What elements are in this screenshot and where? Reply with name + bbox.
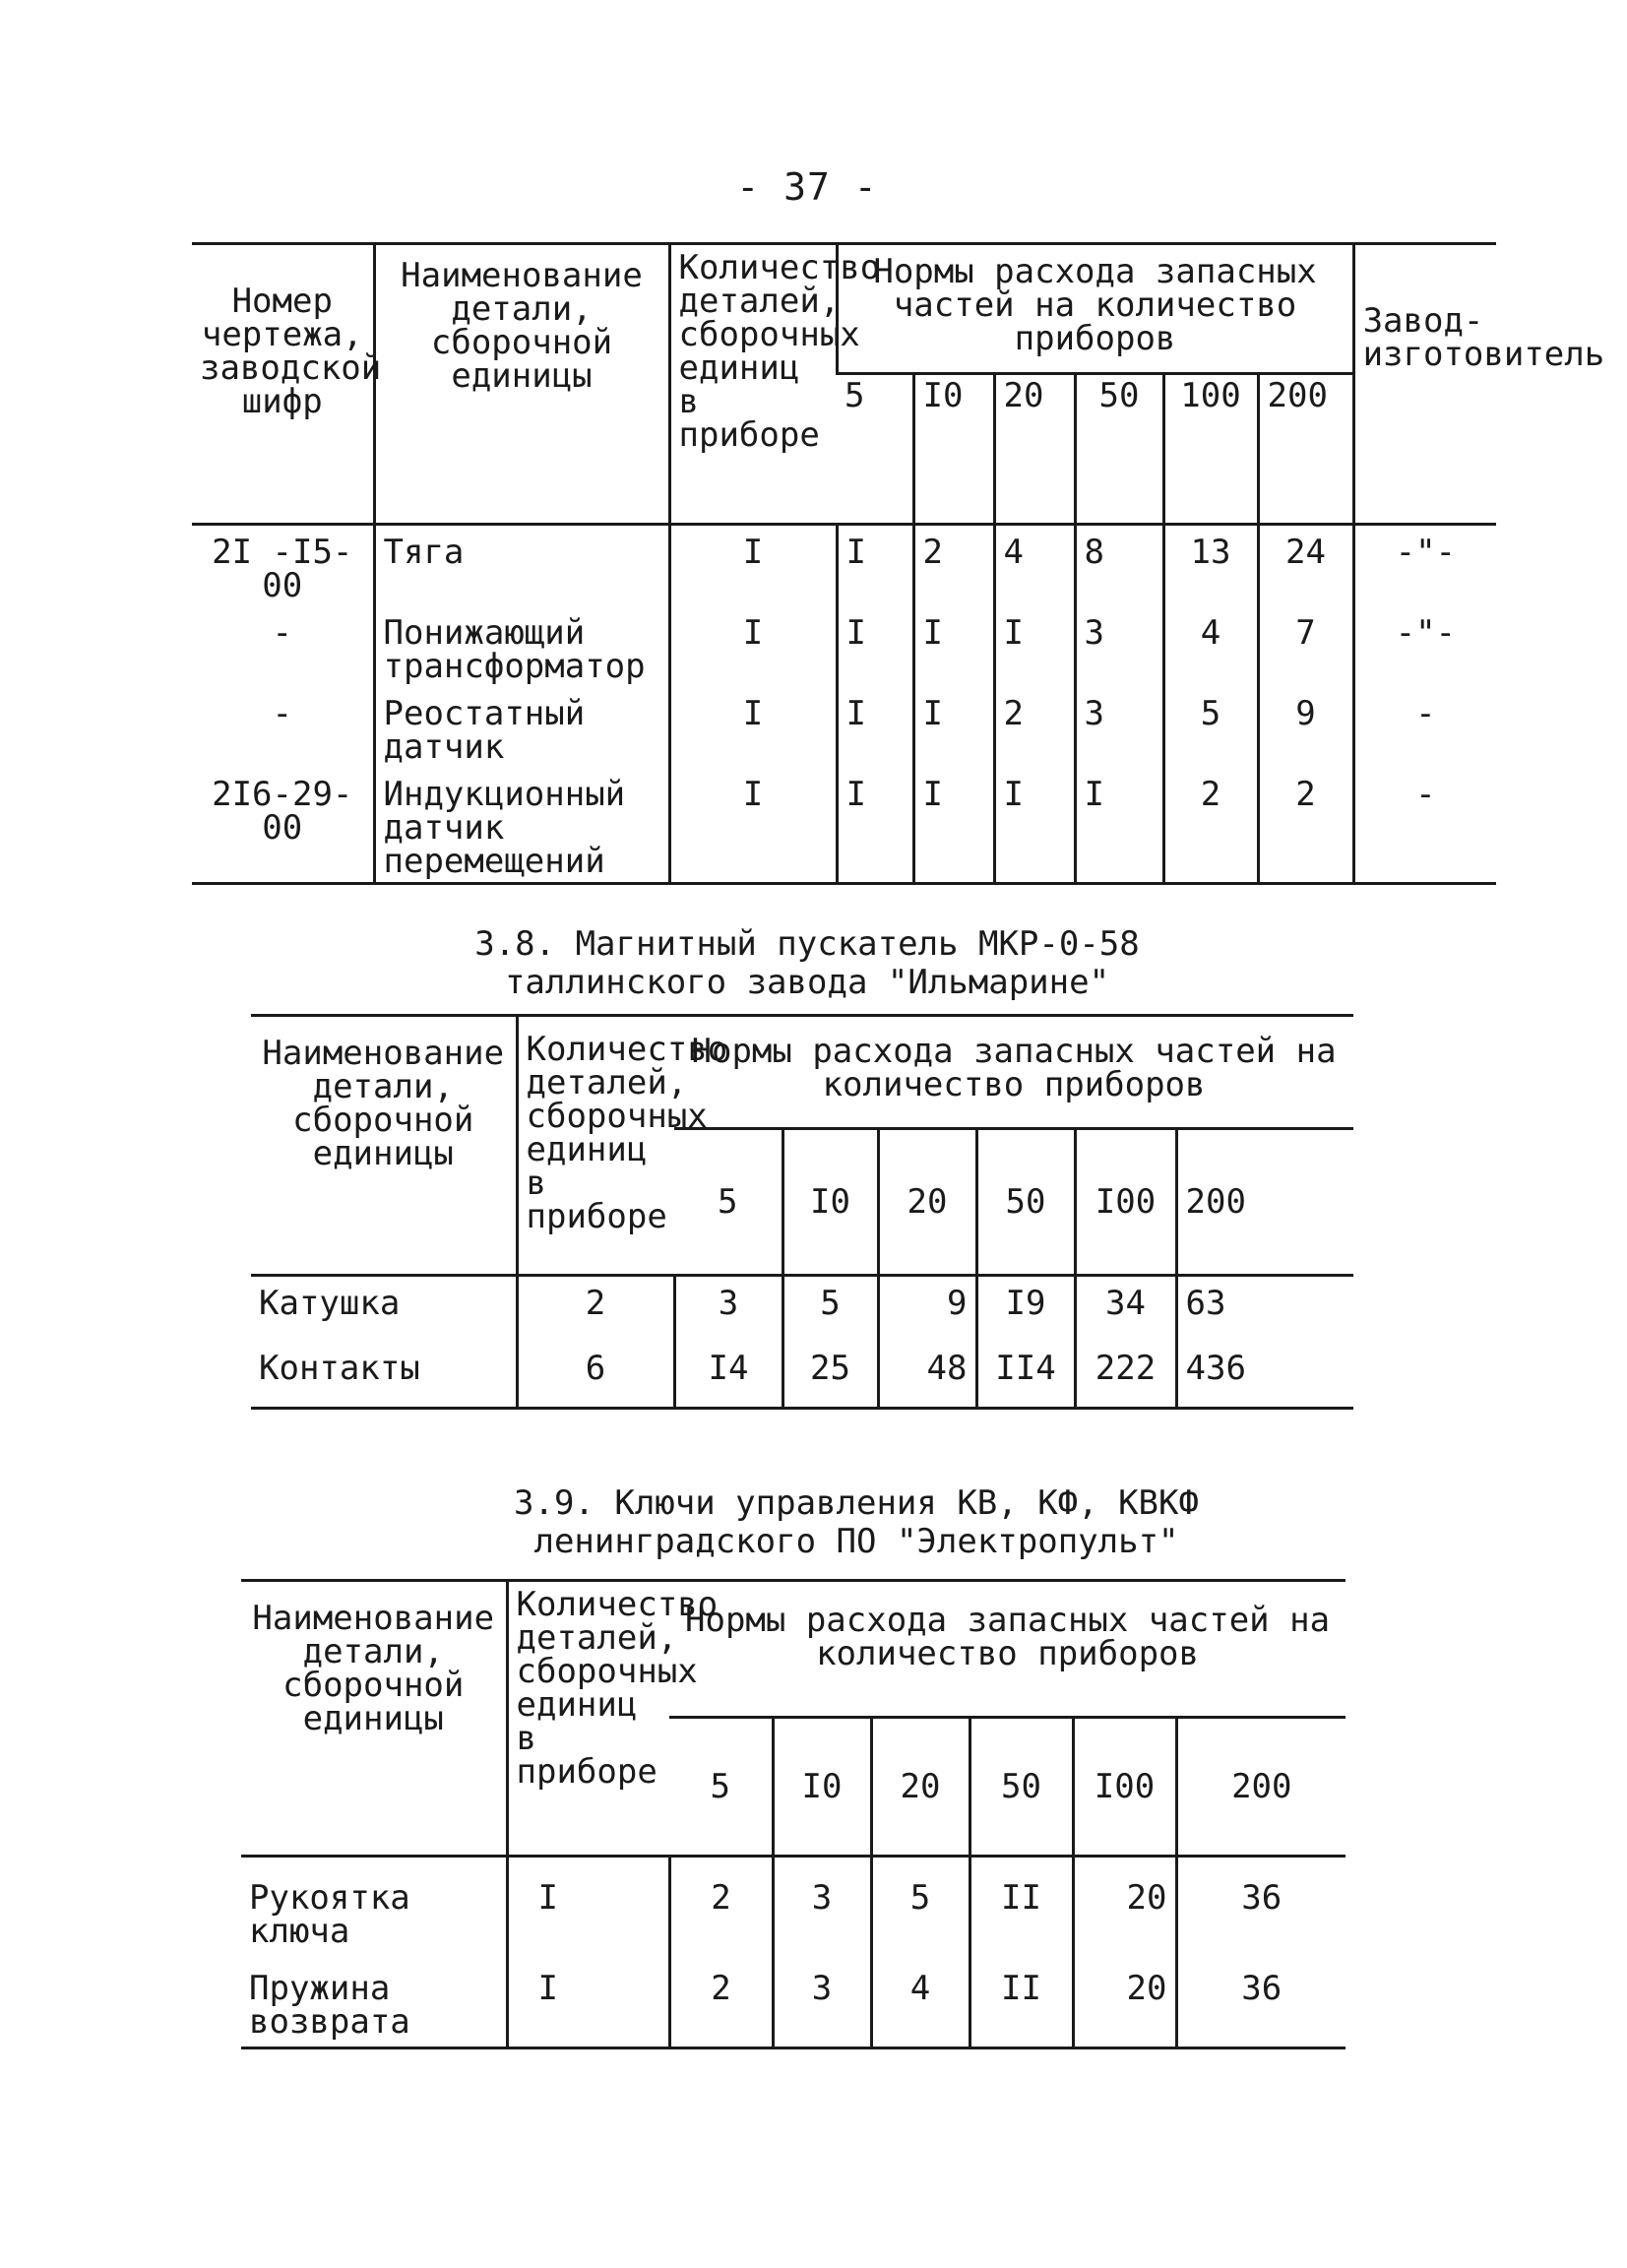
value-cell: 5 xyxy=(871,1857,970,1963)
header-count-100: I00 xyxy=(1073,1718,1176,1857)
value-cell: I xyxy=(913,768,994,884)
value-cell: 2 xyxy=(1163,768,1258,884)
header-quantity: Количество деталей, сборочных единиц в приборе xyxy=(517,1016,674,1276)
value-cell: 63 xyxy=(1176,1276,1353,1343)
caption-line: 3.8. Магнитный пускатель МКР-0-58 xyxy=(474,924,1140,964)
quantity-cell: I xyxy=(669,768,837,884)
part-name-cell: Реостатный датчик xyxy=(374,687,669,768)
header-drawing-number: Номер чертежа, заводской шифр xyxy=(192,244,374,525)
caption-line: 3.9. Ключи управления КВ, КФ, КВКФ xyxy=(514,1483,1199,1523)
header-count-20: 20 xyxy=(994,374,1075,525)
quantity-cell: 2 xyxy=(517,1276,674,1343)
value-cell: I xyxy=(837,606,913,687)
value-cell: I xyxy=(837,687,913,768)
value-cell: 9 xyxy=(878,1276,976,1343)
value-cell: I xyxy=(913,687,994,768)
header-norms-group: Нормы расхода запасных частей на количество приборов xyxy=(837,244,1353,374)
value-cell: I xyxy=(913,606,994,687)
header-part-name: Наименование детали, сборочной единицы xyxy=(241,1581,507,1857)
table-row xyxy=(192,525,1496,607)
header-count-100: I00 xyxy=(1075,1129,1176,1276)
value-cell: 20 xyxy=(1073,1857,1176,1963)
table-row xyxy=(192,606,1496,687)
part-name-cell: Контакты xyxy=(259,1349,420,1388)
value-cell: 5 xyxy=(782,1276,878,1343)
table-row xyxy=(192,687,1496,768)
header-norms-group: Нормы расхода запасных частей на количество приборов xyxy=(691,1032,1337,1104)
value-cell: 25 xyxy=(782,1342,878,1409)
value-cell: 8 xyxy=(1075,525,1163,607)
table-row xyxy=(251,1276,1353,1343)
value-cell: 222 xyxy=(1075,1342,1176,1409)
value-cell: 3 xyxy=(773,1962,871,2048)
value-cell: 36 xyxy=(1176,1857,1345,1963)
value-cell: 3 xyxy=(1075,687,1163,768)
value-cell: I xyxy=(837,768,913,884)
table-row xyxy=(241,1857,1345,1963)
header-count-20: 20 xyxy=(878,1129,976,1276)
header-count-5: 5 xyxy=(837,374,913,525)
value-cell: 7 xyxy=(1258,606,1353,687)
value-cell: II xyxy=(970,1857,1073,1963)
drawing-number-cell: - xyxy=(272,613,292,653)
value-cell: I9 xyxy=(976,1276,1075,1343)
value-cell: I xyxy=(994,606,1075,687)
value-cell: 24 xyxy=(1258,525,1353,607)
quantity-cell: I xyxy=(669,525,837,607)
value-cell: 2 xyxy=(669,1857,773,1963)
header-count-5: 5 xyxy=(669,1718,773,1857)
section-3-8-caption xyxy=(413,925,1201,1002)
header-norms-group: Нормы расхода запасных частей на количество приборов xyxy=(685,1601,1331,1673)
header-count-5: 5 xyxy=(674,1129,782,1276)
section-3-9-caption xyxy=(463,1484,1250,1561)
part-name-cell: Тяга xyxy=(374,525,669,607)
manufacturer-cell: - xyxy=(1353,687,1496,768)
quantity-cell: I xyxy=(669,606,837,687)
part-name-cell: Пружина возврата xyxy=(249,1969,410,2042)
table-row xyxy=(251,1342,1353,1409)
header-quantity: Количество деталей, сборочных единиц в приборе xyxy=(669,244,837,525)
drawing-number-cell: 2I -I5-00 xyxy=(212,533,353,605)
header-count-50: 50 xyxy=(1075,374,1163,525)
value-cell: I xyxy=(994,768,1075,884)
header-count-200: 200 xyxy=(1176,1129,1353,1276)
quantity-cell: I xyxy=(507,1857,669,1963)
value-cell: II xyxy=(970,1962,1073,2048)
value-cell: 3 xyxy=(773,1857,871,1963)
value-cell: 2 xyxy=(669,1962,773,2048)
manufacturer-cell: - xyxy=(1353,768,1496,884)
header-count-50: 50 xyxy=(970,1718,1073,1857)
quantity-cell: 6 xyxy=(517,1342,674,1409)
value-cell: 20 xyxy=(1073,1962,1176,2048)
value-cell: 34 xyxy=(1075,1276,1176,1343)
value-cell: 9 xyxy=(1258,687,1353,768)
quantity-cell: I xyxy=(669,687,837,768)
spare-parts-table-1 xyxy=(192,242,1605,885)
caption-line: ленинградского ПО "Электропульт" xyxy=(533,1522,1179,1562)
value-cell: 3 xyxy=(674,1276,782,1343)
value-cell: 3 xyxy=(1075,606,1163,687)
page-number: - 37 - xyxy=(736,165,878,209)
value-cell: 2 xyxy=(1258,768,1353,884)
header-count-200: 200 xyxy=(1258,374,1353,525)
header-count-10: I0 xyxy=(773,1718,871,1857)
header-quantity: Количество деталей, сборочных единиц в приборе xyxy=(507,1581,669,1857)
manufacturer-cell: -"- xyxy=(1353,525,1496,607)
value-cell: 13 xyxy=(1163,525,1258,607)
header-count-10: I0 xyxy=(782,1129,878,1276)
spare-parts-table-3-9 xyxy=(241,1579,1345,2049)
value-cell: I4 xyxy=(674,1342,782,1409)
header-manufacturer: Завод- изготовитель xyxy=(1353,244,1496,525)
value-cell: 4 xyxy=(1163,606,1258,687)
value-cell: II4 xyxy=(976,1342,1075,1409)
part-name-cell: Рукоятка ключа xyxy=(249,1878,410,1951)
header-count-100: 100 xyxy=(1163,374,1258,525)
value-cell: 36 xyxy=(1176,1962,1345,2048)
header-part-name: Наименование детали, сборочной единицы xyxy=(374,244,669,525)
part-name-cell: Катушка xyxy=(259,1284,401,1323)
quantity-cell: I xyxy=(507,1962,669,2048)
value-cell: 4 xyxy=(871,1962,970,2048)
value-cell: 48 xyxy=(878,1342,976,1409)
caption-line: таллинского завода "Ильмарине" xyxy=(504,963,1110,1003)
part-name-cell: Понижающий трансформатор xyxy=(374,606,669,687)
table-row xyxy=(192,768,1496,884)
value-cell: I xyxy=(1075,768,1163,884)
header-count-50: 50 xyxy=(976,1129,1075,1276)
drawing-number-cell: - xyxy=(272,694,292,733)
manufacturer-cell: -"- xyxy=(1353,606,1496,687)
value-cell: 4 xyxy=(994,525,1075,607)
header-count-200: 200 xyxy=(1176,1718,1345,1857)
header-count-20: 20 xyxy=(871,1718,970,1857)
value-cell: 5 xyxy=(1163,687,1258,768)
table-row xyxy=(241,1962,1345,2048)
value-cell: 2 xyxy=(994,687,1075,768)
value-cell: 436 xyxy=(1176,1342,1353,1409)
value-cell: 2 xyxy=(913,525,994,607)
value-cell: I xyxy=(837,525,913,607)
part-name-cell: Индукционный датчик перемещений xyxy=(374,768,669,884)
header-count-10: I0 xyxy=(913,374,994,525)
spare-parts-table-3-8 xyxy=(251,1014,1353,1410)
header-part-name: Наименование детали, сборочной единицы xyxy=(251,1016,517,1276)
drawing-number-cell: 2I6-29-00 xyxy=(212,775,353,848)
